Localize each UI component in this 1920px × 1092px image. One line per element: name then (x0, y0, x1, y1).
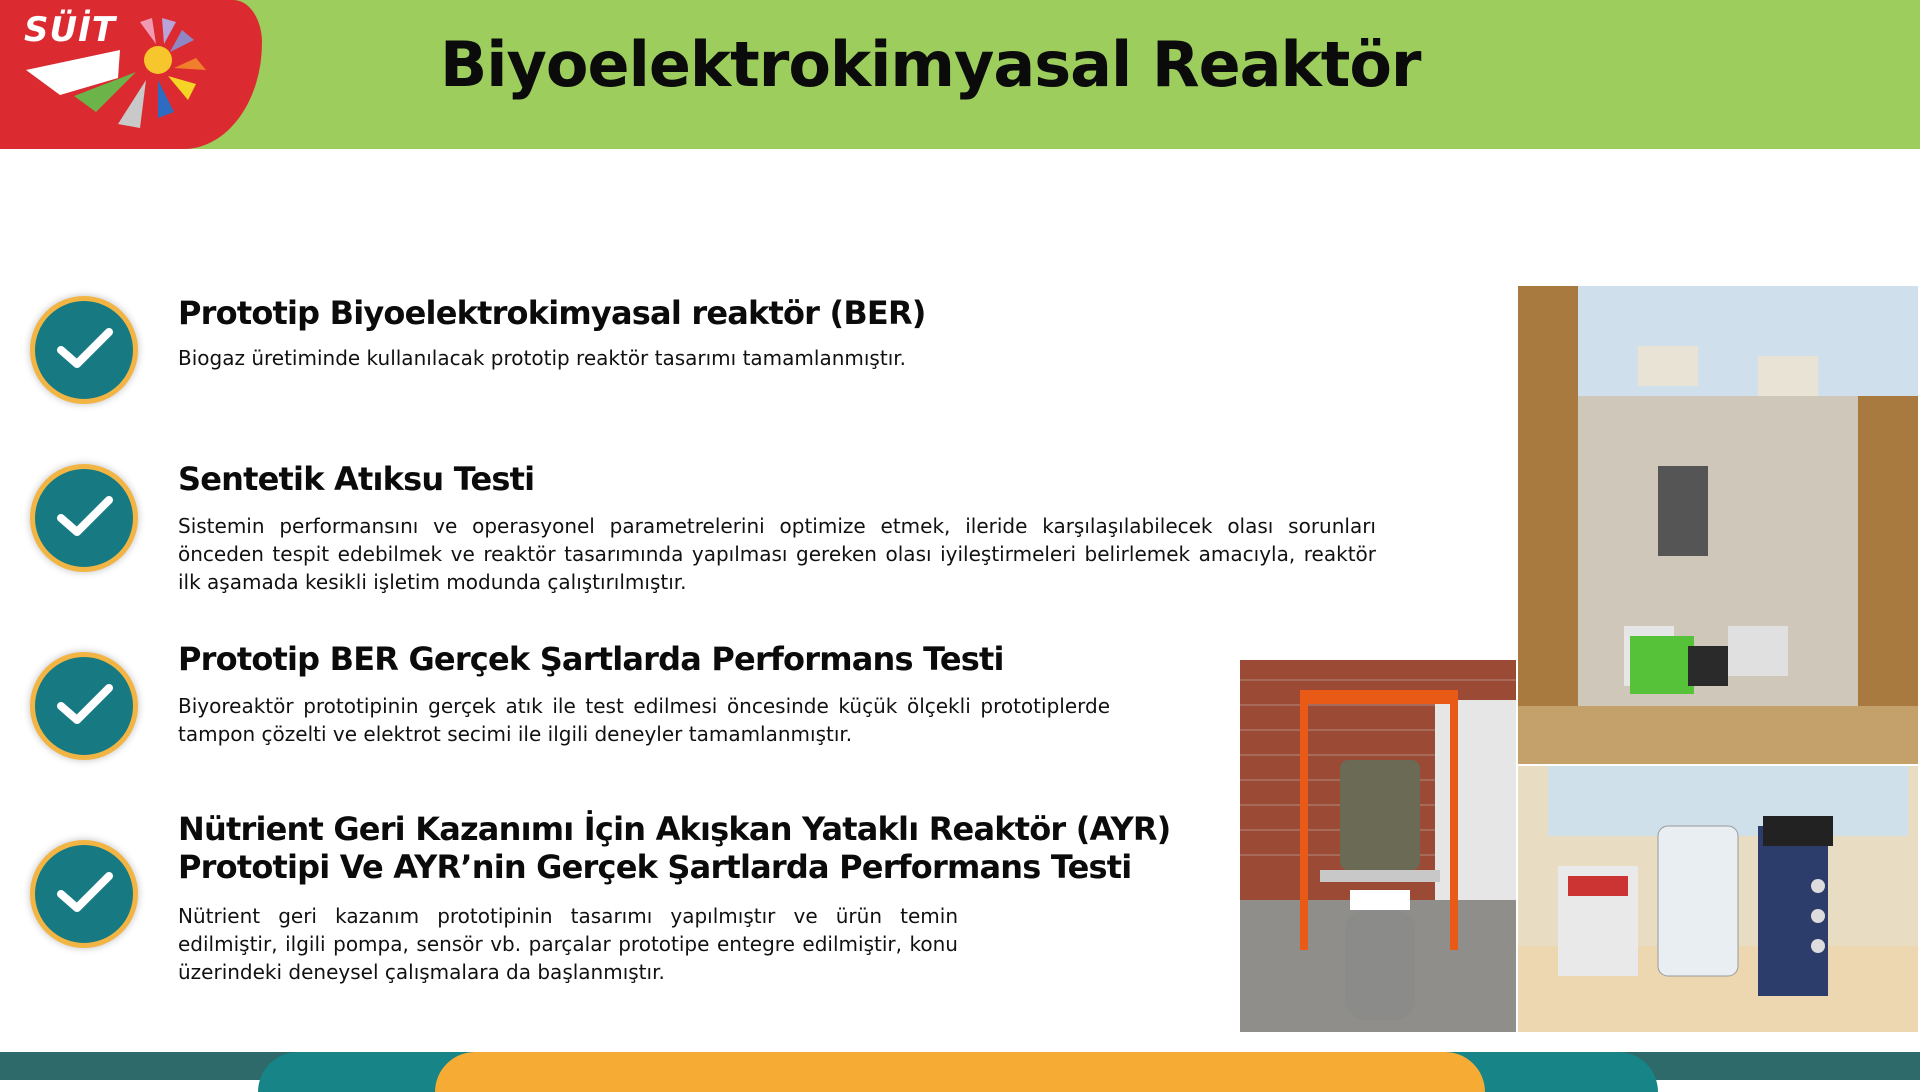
press-photo (1240, 660, 1516, 1032)
footer-orange-band (435, 1052, 1485, 1092)
check-icon (30, 464, 138, 572)
item-body: Sistemin performansını ve operasyonel parametrelerini optimize etmek, ileride karşılaşılabilecek olası sorunları önceden tespit edebilmek ve reaktör tasarımında yapılması gereken olası iyileştirmeleri belirlemek amacıyla, reaktör ilk aşamada kesikli işletim modunda çalıştırılmıştır. (178, 514, 1376, 594)
item-body: Biyoreaktör prototipinin gerçek atık ile test edilmesi öncesinde küçük ölçekli prototiplerde tampon çözelti ve elektrot secimi ile ilgili deneyler tamamlanmıştır. (178, 694, 1110, 746)
check-icon (30, 652, 138, 760)
item-title: Prototip BER Gerçek Şartlarda Performans Testi (178, 640, 1004, 678)
item-body: Biogaz üretiminde kullanılacak prototip reaktör tasarımı tamamlanmıştır. (178, 346, 906, 370)
item-title: Sentetik Atıksu Testi (178, 460, 535, 498)
ayr-photo (1518, 766, 1918, 1032)
logo (0, 0, 262, 149)
logo-sun-icon (0, 0, 262, 149)
item-title: Nütrient Geri Kazanımı İçin Akışkan Yataklı Reaktör (AYR) (178, 810, 1171, 848)
reactor-photo (1518, 286, 1918, 764)
item-title: Prototip Biyoelektrokimyasal reaktör (BER) (178, 294, 926, 332)
item-body: Nütrient geri kazanım prototipinin tasarımı yapılmıştır ve ürün temin edilmiştir, ilgili pompa, sensör vb. parçalar prototipe entegre edilmiştir, konu üzerindeki deneysel çalışmalara da başlanmıştır. (178, 904, 958, 984)
page-title: Biyoelektrokimyasal Reaktör (440, 28, 1421, 101)
check-icon (30, 840, 138, 948)
logo-text: SÜİT (24, 10, 116, 50)
check-icon (30, 296, 138, 404)
item-title: Prototipi Ve AYR’nin Gerçek Şartlarda Performans Testi (178, 848, 1132, 886)
